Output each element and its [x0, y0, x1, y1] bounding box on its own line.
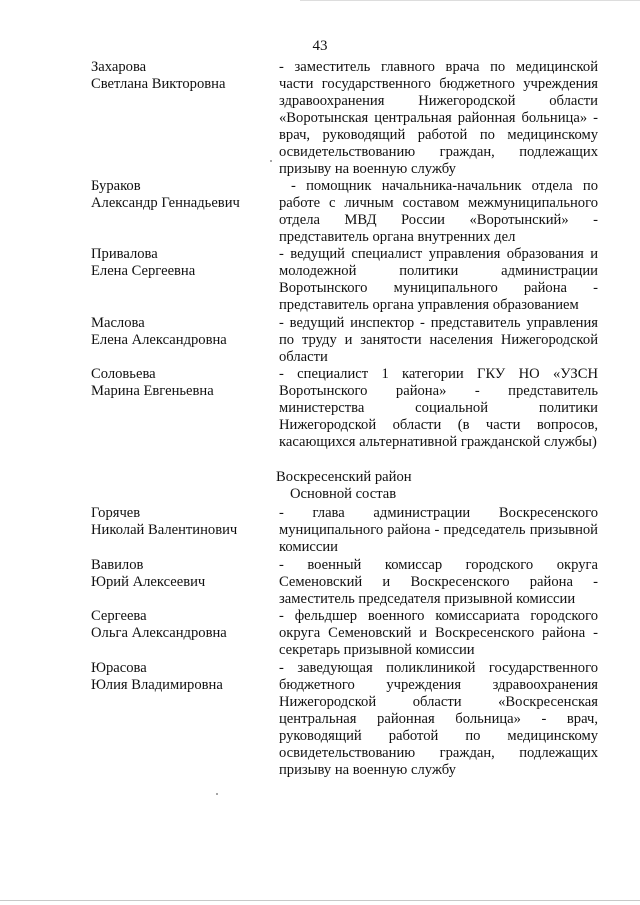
member-surname: Маслова	[91, 315, 145, 331]
page-number: 43	[312, 38, 328, 54]
section-title: Воскресенский район	[276, 469, 412, 485]
member-given-names: Юрий Алексеевич	[91, 574, 206, 590]
member-given-names: Елена Сергеевна	[91, 263, 196, 279]
section-subtitle: Основной состав	[290, 486, 397, 502]
member-surname: Горячев	[91, 505, 141, 521]
member-surname: Сергеева	[91, 608, 147, 624]
member-given-names: Светлана Викторовна	[91, 76, 226, 92]
scan-top-edge	[300, 0, 640, 1]
member-surname: Вавилов	[91, 557, 144, 573]
member-role-vavilov: - военный комиссар городского округа Семеновский и Воскресенского района - заместитель председателя призывной комиссии	[279, 557, 598, 607]
member-surname: Соловьева	[91, 366, 156, 382]
member-given-names: Юлия Владимировна	[91, 677, 223, 693]
member-given-names: Марина Евгеньевна	[91, 383, 214, 399]
scan-bottom-edge	[0, 900, 640, 901]
member-name-maslova	[91, 315, 271, 349]
member-given-names: Елена Александровна	[91, 332, 227, 348]
member-role-zakharova: - заместитель главного врача по медицинской части государственного бюджетного учреждения здравоохранения Нижегородской области «Воротынская центральная районная больница» - врач, руководящий работой по медицинскому освидетельствованию граждан, подлежащих призыву на военную службу	[279, 59, 598, 177]
scan-speck	[270, 160, 272, 162]
member-role-burakov: - помощник начальника-начальник отдела по работе с личным составом межмуниципального отдела МВД России «Воротынский» - представитель органа внутренних дел	[279, 178, 598, 245]
member-surname: Бураков	[91, 178, 141, 194]
member-name-sergeeva	[91, 608, 271, 642]
member-role-solovyeva: - специалист 1 категории ГКУ НО «УЗСН Воротынского района» - представитель министерства социальной политики Нижегородской области (в части вопросов, касающихся альтернативной гражданской службы)	[279, 366, 598, 450]
member-role-privalova: - ведущий специалист управления образования и молодежной политики администрации Воротынского муниципального района - представитель органа управления образованием	[279, 246, 598, 313]
member-given-names: Александр Геннадьевич	[91, 195, 240, 211]
member-role-goryachev: - глава администрации Воскресенского муниципального района - председатель призывной комиссии	[279, 505, 598, 555]
member-name-burakov	[91, 178, 271, 212]
member-name-zakharova	[91, 59, 271, 93]
member-surname: Захарова	[91, 59, 147, 75]
member-name-solovyeva	[91, 366, 271, 400]
member-name-goryachev	[91, 505, 271, 539]
member-name-privalova	[91, 246, 271, 280]
member-name-vavilov	[91, 557, 271, 591]
member-role-yurasova: - заведующая поликлиникой государственного бюджетного учреждения здравоохранения Нижегородской области «Воскресенская центральная районная больница» - врач, руководящий работой по медицинскому освидетельствованию граждан, подлежащих призыву на военную службу	[279, 660, 598, 778]
scan-speck	[216, 793, 218, 795]
member-given-names: Николай Валентинович	[91, 522, 238, 538]
member-role-maslova: - ведущий инспектор - представитель управления по труду и занятости населения Нижегородской области	[279, 315, 598, 365]
member-name-yurasova	[91, 660, 271, 694]
member-given-names: Ольга Александровна	[91, 625, 227, 641]
member-role-sergeeva: - фельдшер военного комиссариата городского округа Семеновский и Воскресенского района - секретарь призывной комиссии	[279, 608, 598, 658]
member-surname: Привалова	[91, 246, 158, 262]
member-surname: Юрасова	[91, 660, 147, 676]
